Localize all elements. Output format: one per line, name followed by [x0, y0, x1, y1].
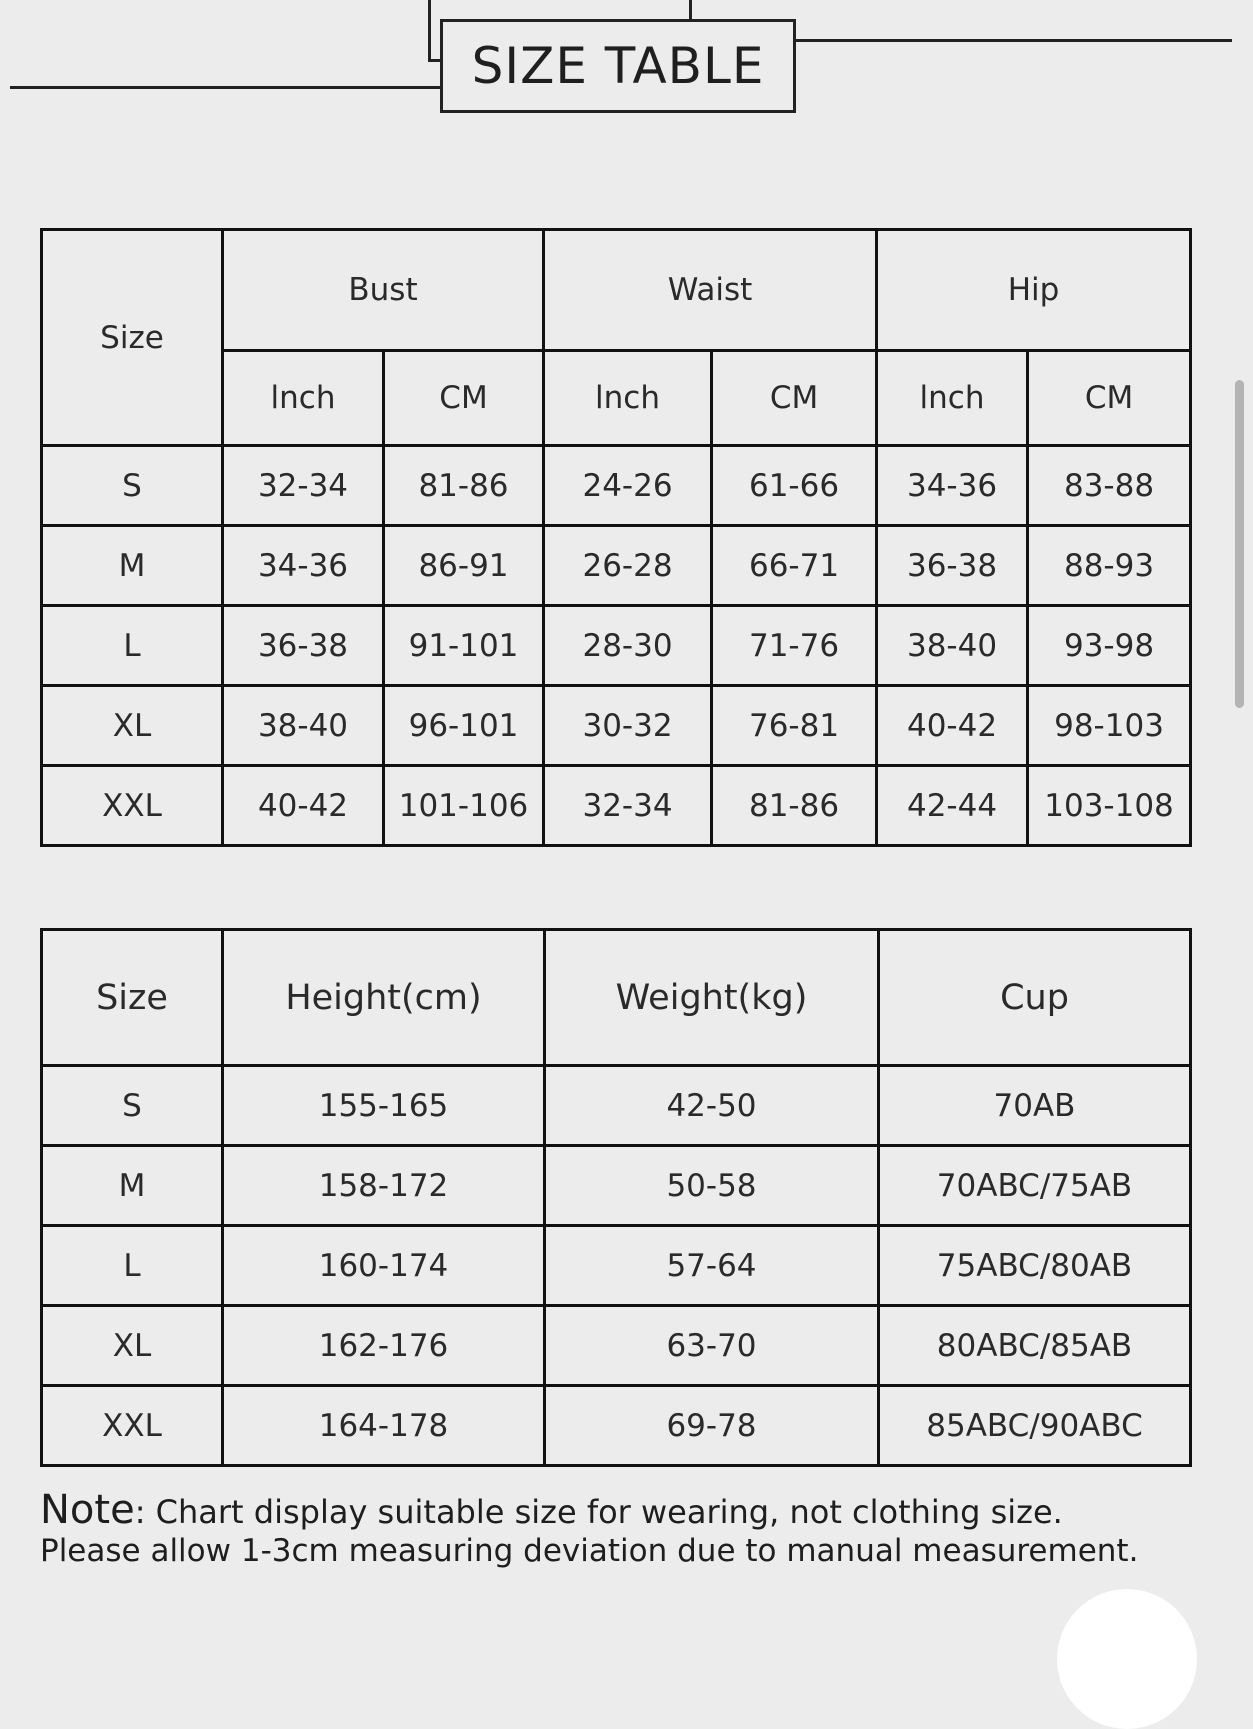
note-line-2: Please allow 1-3cm measuring deviation due to manual measurement. [40, 1533, 1139, 1569]
size-header: Size [42, 230, 223, 446]
table-cell: 34-36 [877, 446, 1028, 526]
table-cell: 42-50 [545, 1066, 879, 1146]
table-cell: 66-71 [712, 526, 877, 606]
note-text: : Chart display suitable size for wearing, not clothing size. [134, 1493, 1063, 1531]
unit-header: CM [1028, 351, 1191, 446]
title-line-left [10, 86, 492, 89]
size-cell: S [42, 446, 223, 526]
table-cell: 30-32 [544, 686, 712, 766]
weight-header: Weight(kg) [545, 930, 879, 1066]
unit-header: lnch [544, 351, 712, 446]
table-cell: 162-176 [223, 1306, 545, 1386]
table-cell: 38-40 [223, 686, 384, 766]
table-cell: 32-34 [544, 766, 712, 846]
table-row [42, 606, 1191, 686]
measurement-header-row [42, 230, 1191, 351]
note-block [40, 1487, 1230, 1570]
floating-action-button[interactable] [1057, 1589, 1197, 1729]
bust-header: Bust [223, 230, 544, 351]
table-cell: 69-78 [545, 1386, 879, 1466]
table-cell: 88-93 [1028, 526, 1191, 606]
table-cell: 57-64 [545, 1226, 879, 1306]
table-row [42, 1066, 1191, 1146]
waist-header: Waist [544, 230, 877, 351]
table-cell: 32-34 [223, 446, 384, 526]
vertical-scrollbar[interactable] [1235, 380, 1244, 708]
table-cell: 86-91 [384, 526, 544, 606]
table-cell: 76-81 [712, 686, 877, 766]
table-cell: 28-30 [544, 606, 712, 686]
size-cell: XXL [42, 1386, 223, 1466]
body-header-row [42, 930, 1191, 1066]
note-line-1 [40, 1487, 1230, 1533]
table-cell: 71-76 [712, 606, 877, 686]
table-cell: 26-28 [544, 526, 712, 606]
table-cell: 63-70 [545, 1306, 879, 1386]
table-row [42, 526, 1191, 606]
table-cell: 24-26 [544, 446, 712, 526]
table-cell: 98-103 [1028, 686, 1191, 766]
hip-header: Hip [877, 230, 1191, 351]
table-cell: 38-40 [877, 606, 1028, 686]
size-cell: M [42, 526, 223, 606]
note-label: Note [40, 1487, 135, 1533]
table-cell: 50-58 [545, 1146, 879, 1226]
size-header: Size [42, 930, 223, 1066]
height-header: Height(cm) [223, 930, 545, 1066]
size-cell: S [42, 1066, 223, 1146]
table-cell: 164-178 [223, 1386, 545, 1466]
size-cell: M [42, 1146, 223, 1226]
table-cell: 36-38 [223, 606, 384, 686]
table-cell: 42-44 [877, 766, 1028, 846]
size-cell: XXL [42, 766, 223, 846]
table-cell: 70ABC/75AB [879, 1146, 1191, 1226]
unit-header: lnch [223, 351, 384, 446]
size-cell: XL [42, 1306, 223, 1386]
table-cell: 75ABC/80AB [879, 1226, 1191, 1306]
table-cell: 93-98 [1028, 606, 1191, 686]
title-frame [440, 19, 796, 113]
page-title: SIZE TABLE [471, 37, 765, 95]
table-cell: 61-66 [712, 446, 877, 526]
size-cell: L [42, 606, 223, 686]
table-row [42, 1146, 1191, 1226]
measurement-table [40, 228, 1192, 847]
table-cell: 40-42 [877, 686, 1028, 766]
table-cell: 103-108 [1028, 766, 1191, 846]
body-size-table [40, 928, 1192, 1467]
table-cell: 81-86 [712, 766, 877, 846]
unit-header: CM [712, 351, 877, 446]
size-cell: L [42, 1226, 223, 1306]
unit-header: CM [384, 351, 544, 446]
table-cell: 70AB [879, 1066, 1191, 1146]
table-cell: 96-101 [384, 686, 544, 766]
table-cell: 160-174 [223, 1226, 545, 1306]
table-row [42, 1306, 1191, 1386]
table-cell: 155-165 [223, 1066, 545, 1146]
table-row [42, 1226, 1191, 1306]
table-cell: 101-106 [384, 766, 544, 846]
table-cell: 85ABC/90ABC [879, 1386, 1191, 1466]
unit-header: lnch [877, 351, 1028, 446]
table-row [42, 766, 1191, 846]
table-row [42, 686, 1191, 766]
table-cell: 36-38 [877, 526, 1028, 606]
table-cell: 80ABC/85AB [879, 1306, 1191, 1386]
table-cell: 91-101 [384, 606, 544, 686]
table-cell: 81-86 [384, 446, 544, 526]
title-block [0, 0, 1253, 120]
table-row [42, 446, 1191, 526]
table-row [42, 1386, 1191, 1466]
table-cell: 34-36 [223, 526, 384, 606]
size-cell: XL [42, 686, 223, 766]
cup-header: Cup [879, 930, 1191, 1066]
table-cell: 83-88 [1028, 446, 1191, 526]
table-cell: 158-172 [223, 1146, 545, 1226]
title-line-right [750, 39, 1232, 42]
table-cell: 40-42 [223, 766, 384, 846]
